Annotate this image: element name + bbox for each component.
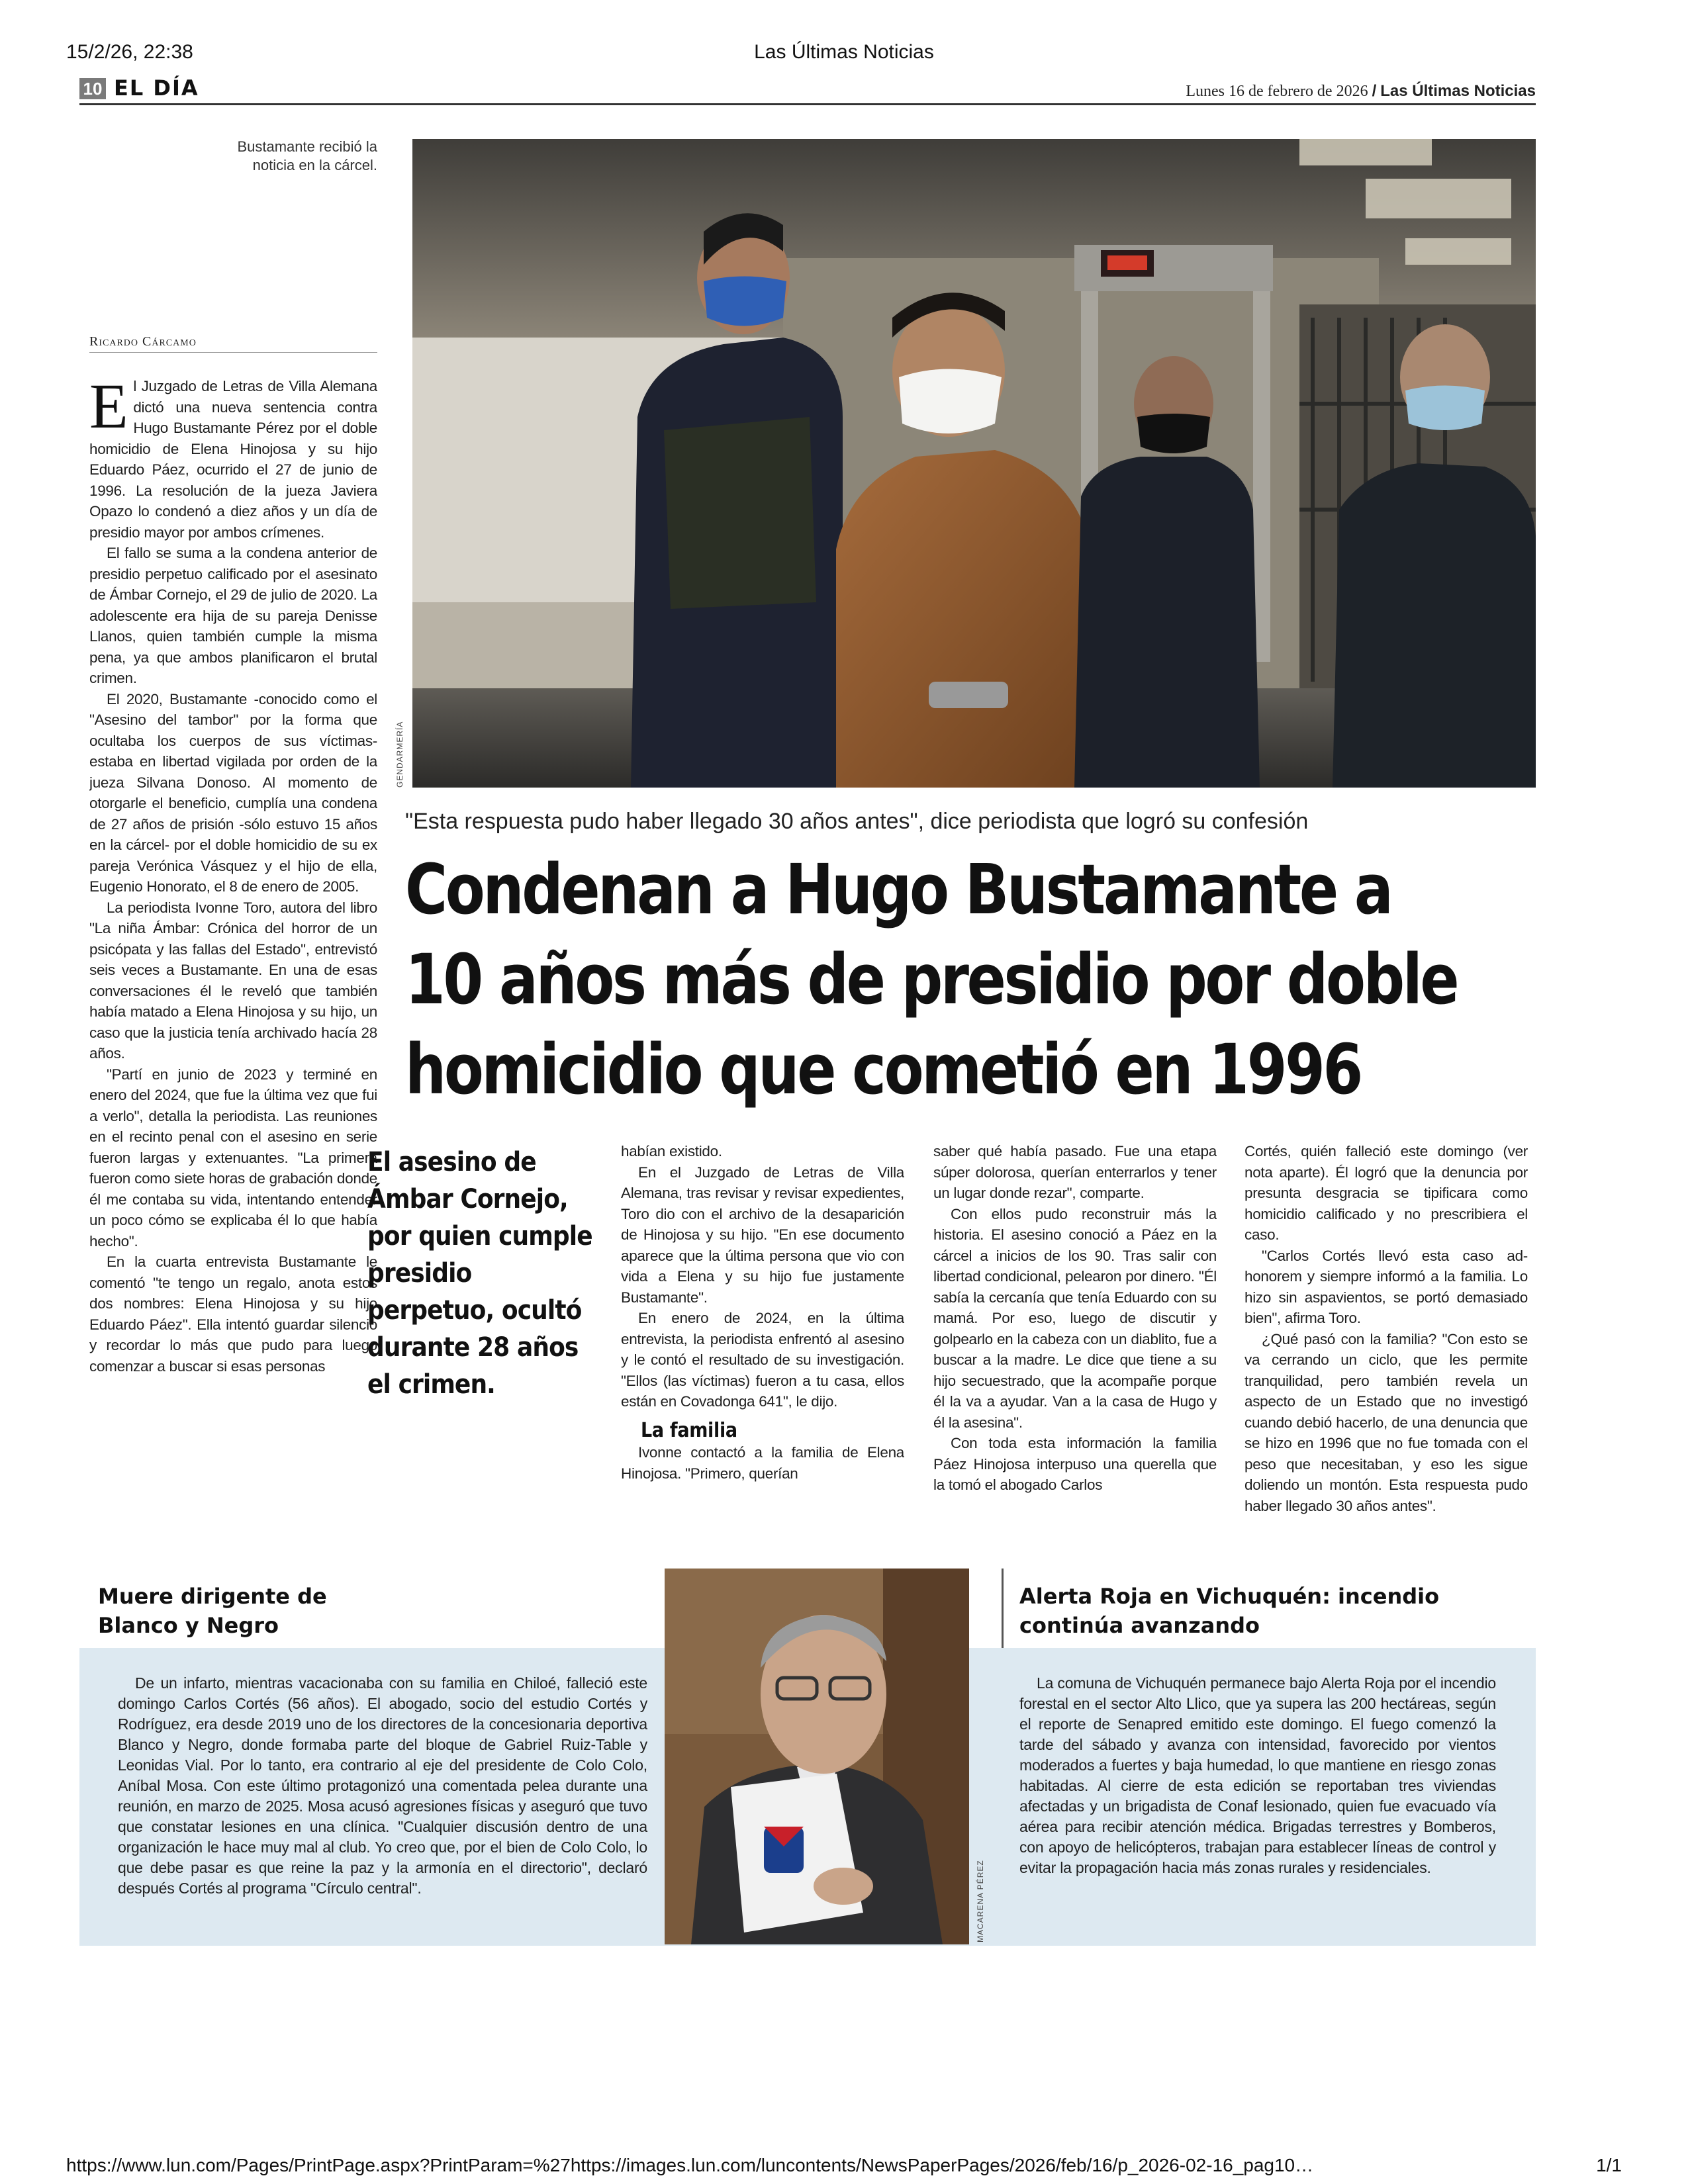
header-rule [79,103,1536,105]
header-publication: Las Últimas Noticias [1380,82,1536,100]
dropcap: E [89,376,128,441]
main-column-4 [1244,1141,1528,1538]
prison-corridor-illustration [412,139,1536,788]
paragraph: l Juzgado de Letras de Villa Alemana dictó una nueva sentencia contra Hugo Bustamante Pérez por el doble homicidio de Elena Hinojosa y su hijo Eduardo Páez, ocurrido el 27 de junio de 1996. La resolución de la jueza Javiera Opazo lo condenó a diez años y un día de presidio mayor por ambos crímenes. [89,378,377,541]
paragraph: El 2020, Bustamante -conocido como el "Asesino del tambor" por la forma que ocultaba los cuerpos de sus víctimas- estaba en libertad vigilada por orden de la jueza Silvana Donoso. Al momento de otorgarle el beneficio, cumplía una condena de 27 años de prisión -sólo estuvo 15 años en la cárcel- por el doble homicidio de su ex pareja Verónica Vásquez y el hijo de ella, Eugenio Honorato, el 8 de enero de 2005. [89,690,377,895]
print-datetime: 15/2/26, 22:38 [66,41,193,63]
main-photo [412,139,1536,788]
main-column-1 [89,376,377,1541]
paragraph: Con toda esta información la familia Páez Hinojosa interpuso una querella que la tomó el abogado Carlos [933,1435,1217,1493]
brief-photo-credit: MACARENA PÉREZ [976,1860,985,1942]
print-url: https://www.lun.com/Pages/PrintPage.aspx?PrintParam=%27https://images.lun.com/luncontents/NewsPaperPages/2026/feb/16/p_2026-02-16_pag10… [66,2155,1314,2175]
header-separator: / [1372,82,1377,100]
print-title: Las Últimas Noticias [754,41,934,63]
paragraph: El fallo se suma a la condena anterior de presidio perpetuo calificado por el asesinato de Ámbar Cornejo, el 29 de julio de 2020. La adolescente era hija de su pareja Denisse Llanos, quien también cumple la misma pena, ya que ambos planificaron el brutal crimen. [89,545,377,686]
paragraph: Con ellos pudo reconstruir más la historia. El asesino conoció a Páez en la cárcel a inicios de los 90. Tras salir con libertad condicional, pelearon por dinero. "Él sabía la cercanía que tenía Eduardo con su mamá. Por eso, luego de discutir y golpearlo en la cabeza con un diablito, fue a buscar a la madre. Le dice que tiene a su hijo secuestrado, que la acompañe porque él la va a ayudar. Van a la casa de Hugo y él la asesina". [933,1205,1217,1431]
headline-line-1: Condenan a Hugo Bustamante a [405,849,1391,930]
photo-caption: Bustamante recibió la noticia en la cárcel. [237,138,377,173]
portrait-illustration [665,1569,969,1944]
headline-line-3: homicidio que cometió en 1996 [405,1029,1361,1110]
brief-right-text [1019,1673,1496,1878]
print-page-count: 1/1 [1596,2155,1622,2175]
brief-divider [1002,1569,1004,1648]
paragraph: En la cuarta entrevista Bustamante le comentó "te tengo un regalo, anota estos dos nombres: Elena Hinojosa y su hijo Eduardo Páez". Ella intentó guardar silencio y recordar lo más que pudo para luego comenzar a buscar si esas personas [89,1253,377,1375]
paragraph: habían existido. [621,1143,722,1160]
byline: Ricardo Cárcamo [89,334,197,349]
paragraph: Cortés, quién falleció este domingo (ver nota aparte). Él logró que la denuncia por presunta desgracia se tipificara como homicidio calificado y no prescribiera el caso. [1244,1143,1528,1243]
paragraph: La periodista Ivonne Toro, autora del libro "La niña Ámbar: Crónica del horror de un psicópata y las fallas del Estado", entrevistó seis veces a Bustamante. En una de esas conversaciones él le reveló que también había matado a Elena Hinojosa y su hijo, un caso que la justicia tenía archivado hacía 28 años. [89,899,377,1062]
brief-left-text [118,1673,647,1899]
paragraph: ¿Qué pasó con la familia? "Con esto se va cerrando un ciclo, que les permite tranquilidad, pero también revela un aspecto de un Estado que no investigó cuando debió hacerlo, de una denuncia que se hizo en 1996 que no fue tomada con el peso que necesitaban, y eso les sigue doliendo un montón. Esta respuesta pudo haber llegado 30 años antes". [1244,1330,1528,1514]
pull-quote: El asesino de Ámbar Cornejo, por quien cumple presidio perpetuo, ocultó durante 28 años el crimen. [367,1147,592,1400]
header-dateline [1186,82,1536,101]
section-name: EL DÍA [114,75,199,101]
paragraph: De un infarto, mientras vacacionaba con su familia en Chiloé, falleció este domingo Carlos Cortés (56 años). El abogado, socio del estudio Cortés y Rodríguez, era desde 2019 uno de los directores de la concesionaria deportiva Blanco y Negro, donde formaba parte del bloque de Gabriel Ruiz-Table y Leonidas Vial. Por lo tanto, era contrario al eje del presidente de Colo Colo, Aníbal Mosa. Con este último protagonizó una comentada pelea durante una reunión, en marzo de 2025. Mosa acusó agresiones físicas y aseguró que tuvo que constatar lesiones en una clínica. "Cualquier discusión dentro de una organización le hace muy mal al club. Yo creo que, por el bien de Colo Colo, lo que debe pasar es que reine la paz y la armonía en el directorio", declaró después Cortés al programa "Círculo central". [118,1674,647,1897]
subhead-la-familia: La familia [641,1418,737,1442]
paragraph: Ivonne contactó a la familia de Elena Hinojosa. "Primero, querían [621,1444,904,1482]
header-date: Lunes 16 de febrero de 2026 [1186,83,1368,100]
paragraph: En enero de 2024, en la última entrevista, la periodista enfrentó al asesino y le contó el resultado de su investigación. "Ellos (las víctimas) fueron a tu casa, ellos están en Covadonga 641", le dijo. [621,1310,904,1410]
byline-rule [89,352,377,353]
paragraph: En el Juzgado de Letras de Villa Alemana, tras revisar y revisar expedientes, Toro dio con el archivo de la desaparición de Hinojosa y su hijo. "En ese documento aparece que la última persona que vio con vida a Elena y su hijo fue justamente Bustamante". [621,1163,904,1306]
brief-photo [665,1569,969,1944]
paragraph: "Carlos Cortés llevó esta caso ad-honorem y siempre informó a la familia. Lo hizo sin aspavientos, se portó demasiado bien", afirma Toro. [1244,1247,1528,1326]
main-column-3 [933,1141,1217,1538]
page-number: 10 [79,78,106,99]
photo-credit: GENDARMERÍA [395,721,404,788]
brief-left-title: Muere dirigente de Blanco y Negro [98,1584,327,1638]
story-kicker: "Esta respuesta pudo haber llegado 30 años antes", dice periodista que logró su confesión [405,809,1309,834]
main-column-2 [621,1141,904,1538]
headline-line-2: 10 años más de presidio por doble [405,939,1458,1020]
brief-right-title: Alerta Roja en Vichuquén: incendio continúa avanzando [1019,1584,1440,1638]
paragraph: "Partí en junio de 2023 y terminé en enero del 2024, que fue la última vez que fui a verlo", detalla la periodista. Las reuniones en el recinto penal con el asesino en serie fueron largas y extenuantes. "La primera fueron como siete horas de grabación donde él me contaba su vida, intentando entender un poco cómo se explicaba él lo que había hecho". [89,1066,377,1250]
paragraph: saber qué había pasado. Fue una etapa súper dolorosa, querían enterrarlos y tener un lugar donde rezar", comparte. [933,1143,1217,1201]
paragraph: La comuna de Vichuquén permanece bajo Alerta Roja por el incendio forestal en el sector Alto Llico, que ya supera las 200 hectáreas, según el reporte de Senapred emitido este domingo. El fuego comenzó la tarde del sábado y avanza con intensidad, favorecido por vientos moderados a fuertes y baja humedad, lo que mantiene en riesgo zonas habitadas. Al cierre de esta edición se reportaban tres viviendas afectadas y un brigadista de Conaf lesionado, quien fue evacuado vía aérea para recibir atención médica. Brigadas terrestres y Bomberos, con apoyo de helicópteros, trabajan para establecer líneas de control y evitar la propagación hacia más zonas rurales y residenciales. [1019,1674,1496,1876]
